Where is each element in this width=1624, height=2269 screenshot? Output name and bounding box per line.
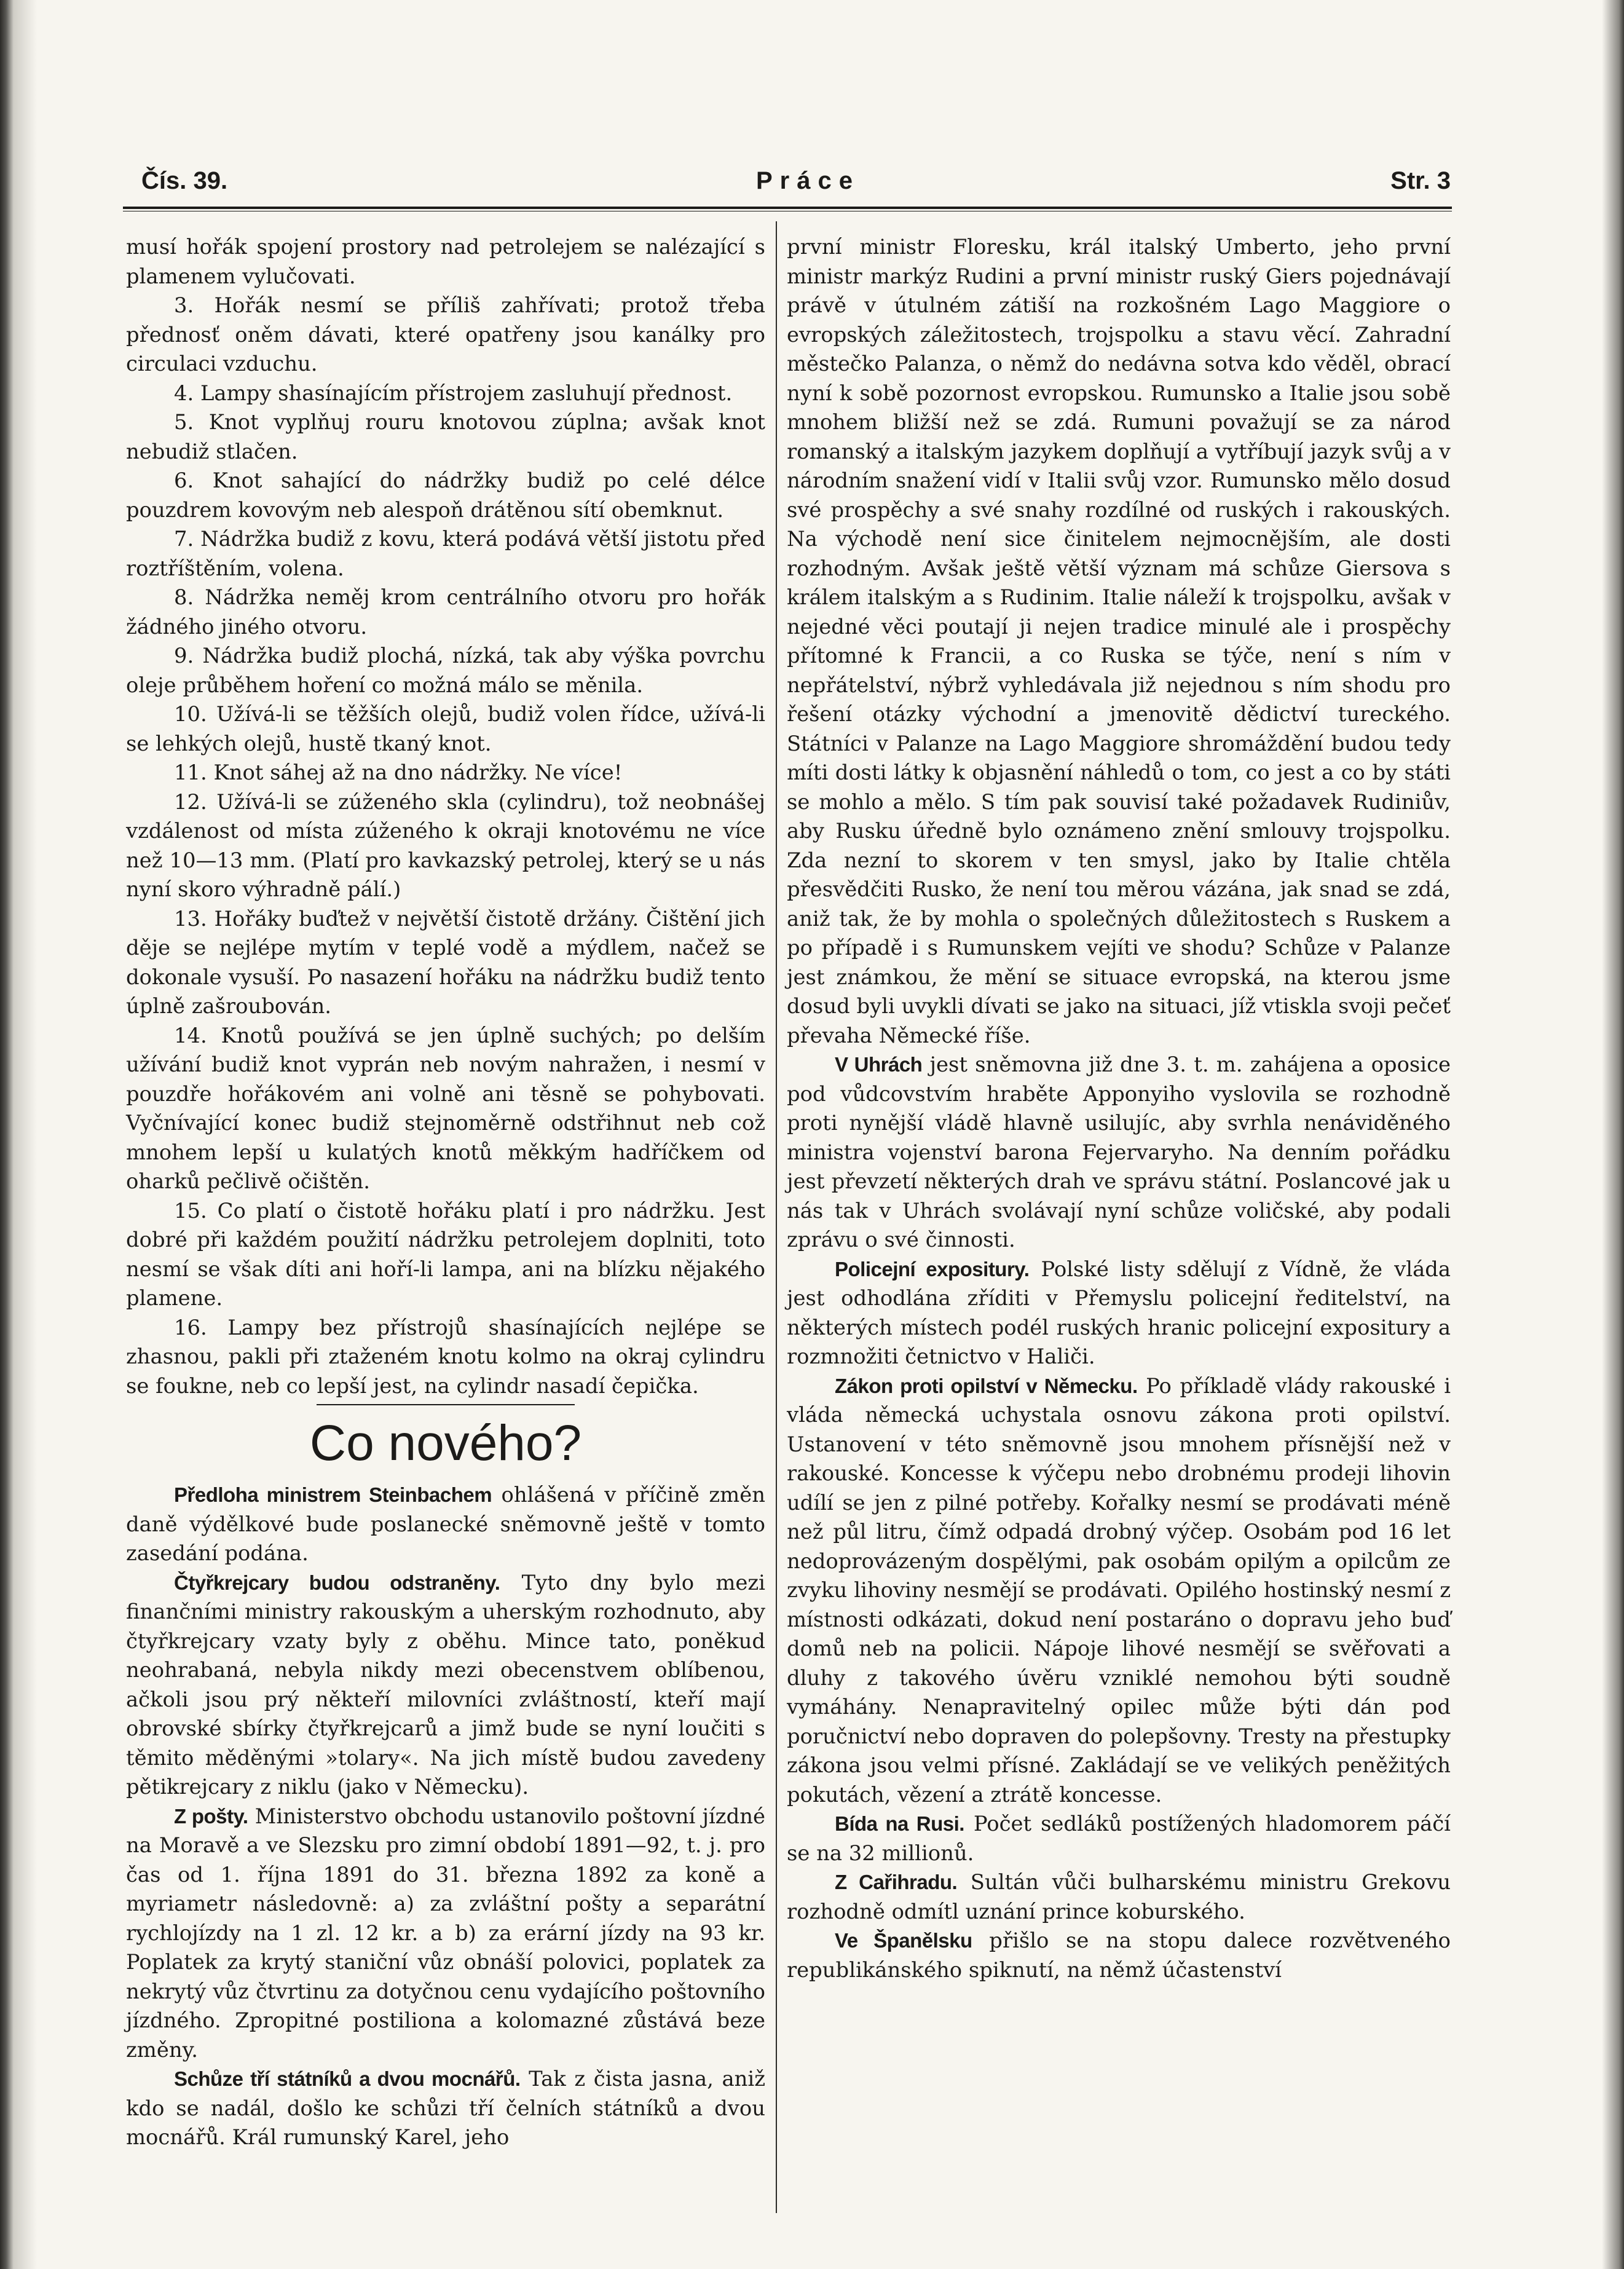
page-number: Str. 3	[1390, 167, 1451, 194]
news-text: ohlášená v příčině změn daně výdělkové bude poslanecké sněmovně ještě v tomto zasedání podána.	[126, 1483, 765, 1565]
lamp-rules-paragraph: 16. Lampy bez přístrojů shasínajících nejlépe se zhasnou, pakli při ztaženém knotu kolmo na okraj cylindru se foukne, neb co lepší jest, na cylindr nasadí čepička.	[126, 1315, 765, 1398]
news-text: Tyto dny bylo mezi finančními ministry rakouským a uherským rozhodnuto, aby čtyřkrejcary vzaty byly z oběhu. Mince tato, poněkud neohrabaná, nebyla nikdy mezi obecenstvem oblíbenou, ačkoli jsou prý někteří milovníci zvláštností, kteří mají obrovské sbírky čtyřkrejcarů a jimž bude se nyní loučiti s těmito měděnými »tolary«. Na jich místě budou zavedeny pětikrejcary z niklu (jako v Německu).	[126, 1570, 765, 1799]
lamp-rules-paragraph: 4. Lampy shasínajícím přístrojem zasluhují přednost.	[174, 381, 733, 405]
article-continuation: první ministr Floresku, král italský Umberto, jeho první ministr markýz Rudini a první ministr ruský Giers pojednávají právě v útulném zátiší na rozkošném Lago Maggiore o evropských záležitostech, trojspolku a stavu věcí. Zahradní městečko Palanza, o němž do nedávna sotva kdo věděl, obrací nyní k sobě pozornost evropskou. Rumunsko a Italie jsou sobě mnohem bližší než se zdá. Rumuni považují se za národ romanský a italským jazykem doplňují a vytříbují jazyk svůj a v národním snažení vidí v Italii svůj vzor. Rumunsko mělo dosud své prospěchy a své snahy rozdílné od ruských i rakouských. Na východě není sice činitelem nejmocnějším, ale dosti rozhodným. Avšak ještě větší význam má schůze Giersova s králem italským a s Rudinim. Italie náleží k trojspolku, avšak v nejedné věci poutají ji nejen tradice minulé ale i prospěchy přítomné k Francii, a co Ruska se týče, není s ním v nepřátelství, nýbrž vyhledávala již nejednou s ním shodu pro řešení otázky východní a jmenovitě dědictví tureckého. Státníci v Palanze na Lago Maggiore shromáždění budou tedy míti dosti látky k objasnění náhledů o tom, co jest a co by státi se mohlo a mělo. S tím pak souvisí také požadavek Rudiniův, aby Rusku úředně bylo oznámeno znění smlouvy trojspolku. Zda nezní to skorem v ten smysl, jako by Italie chtěla přesvědčiti Rusko, že není tou měrou vázána, jak snad se zdá, aniž tak, že by mohla o společných důležitostech s Ruskem a po případě i s Rumunskem vejíti ve shodu? Schůze v Palanze jest známkou, že mění se situace evropská, na kterou jsme dosud byli uvykli dívati se jako na situaci, jíž vtiskla svoji pečeť převaha Německé říše.	[787, 235, 1451, 1048]
news-item	[787, 1255, 1451, 1371]
lamp-rules-paragraph: 11. Knot sáhej až na dno nádržky. Ne více!	[174, 760, 623, 784]
news-headline: Zákon proti opilství v Německu.	[835, 1374, 1138, 1397]
section-heading-news: Co nového?	[309, 1415, 582, 1471]
news-item	[787, 1371, 1451, 1810]
news-text: Polské listy sdělují z Vídně, že vláda jest odhodlána zříditi v Přemyslu policejní ředitelství, na některých místech podél ruských hranic policejní expositury a rozmnožiti četnictvo v Haliči.	[787, 1257, 1451, 1368]
lamp-rules-paragraph: 13. Hořáky buďtež v největší čistotě držány. Čištění jich děje se nejlépe mytím v teplé vodě a mýdlem, načež se dokonale vysuší. Po nasazení hořáku na nádržku budiž tento úplně zašroubován.	[126, 906, 765, 1018]
news-headline: Čtyřkrejcary budou odstraněny.	[174, 1571, 500, 1594]
lamp-rules-paragraph: 5. Knot vyplňuj rouru knotovou zúplna; avšak knot nebudiž stlačen.	[126, 410, 765, 464]
news-text: Ministerstvo obchodu ustanovilo poštovní jízdné na Moravě a ve Slezsku pro zimní období 1891—92, t. j. pro čas od 1. října 1891 do 31. března 1892 za koně a myriametr následovně: a) za zvláštní pošty a separátní rychlojízdy na 1 zl. 12 kr. a b) za erární jízdy na 93 kr. Poplatek za krytý staniční vůz obnáší polovici, poplatek za nekrytý vůz čtvrtinu za dotyčnou cenu vydajícího poštovního jízdného. Zpropitné postiliona a kolomazné zůstává beze změny.	[126, 1804, 765, 2062]
news-headline: Policejní expositury.	[835, 1257, 1030, 1281]
news-headline: Ve Španělsku	[835, 1929, 972, 1952]
news-item	[126, 1480, 765, 1568]
section-divider	[317, 1404, 575, 1405]
left-column	[126, 232, 765, 2218]
lamp-rules-paragraph: 6. Knot sahající do nádržky budiž po celé délce pouzdrem kovovým neb alespoň drátěnou sítí obemknut.	[126, 468, 765, 522]
news-item	[787, 1809, 1451, 1868]
news-item	[787, 1050, 1451, 1255]
news-item	[787, 1926, 1451, 1984]
issue-number: Čís. 39.	[141, 167, 228, 194]
news-headline: Bída na Rusi.	[835, 1812, 964, 1835]
news-item	[787, 1868, 1451, 1926]
news-text: přišlo se na stopu dalece rozvětveného republikánského spiknutí, na němž účastenství	[787, 1928, 1451, 1982]
header-rule	[123, 207, 1452, 209]
lamp-rules-paragraph: 9. Nádržka budiž plochá, nízká, tak aby výška povrchu oleje průběhem hoření co možná málo se měnila.	[126, 644, 765, 697]
page-header	[141, 161, 1451, 204]
news-item	[126, 1802, 765, 2065]
right-column	[787, 232, 1451, 2218]
news-text: Tak z čista jasna, aniž kdo se nadál, došlo ke schůzi tří čelních státníků a dvou mocnářů. Král rumunský Karel, jeho	[126, 2067, 765, 2149]
column-divider	[776, 221, 777, 2213]
news-text: Počet sedláků postížených hladomorem páčí se na 32 millionů.	[787, 1812, 1451, 1865]
news-headline: V Uhrách	[835, 1053, 923, 1076]
news-headline: Z Cařihradu.	[835, 1871, 958, 1893]
lamp-rules-paragraph: 8. Nádržka neměj krom centrálního otvoru pro hořák žádného jiného otvoru.	[126, 585, 765, 639]
news-item	[126, 1568, 765, 1802]
news-text: Po příkladě vlády rakouské i vláda německá uchystala osnovu zákona proti opilství. Ustanovení v této sněmovně jsou mnohem přísnější než v rakouské. Koncesse k výčepu nebo drobnému prodeji lihovin udílí se jen z pilné potřeby. Kořalky nesmí se prodávati méně než půl litru, čímž odpadá drobný výčep. Osobám pod 16 let nedoprovázeným dospělými, pak osobám opilým a opilcům ze zvyku lihoviny nesmějí se prodávati. Opilého hostinský nesmí z místnosti odkázati, dokud není postaráno o dopravu jeho buď domů neb na policii. Nápoje lihové nesmějí se svěřovati a dluhy z takového úvěru vzniklé nemohou býti soudně vymáhány. Nenapravitelný opilec může býti dán pod poručnictví nebo dopraven do polepšovny. Tresty na přestupky zákona jsou velmi přísné. Zakládají se ve velikých peněžitých pokutách, vězení a ztrátě koncesse.	[787, 1373, 1451, 1807]
lamp-rules-paragraph: 12. Užívá-li se zúženého skla (cylindru), tož neobnášej vzdálenost od místa zúženého k okraji knotovému ne více než 10—13 mm. (Platí pro kavkazský petrolej, který se u nás nyní skoro výhradně pálí.)	[126, 789, 765, 901]
lamp-rules-paragraph: 15. Co platí o čistotě hořáku platí i pro nádržku. Jest dobré při každém použití nádržku petrolejem doplniti, toto nesmí se však díti ani hoří-li lampa, ani na blízku nějakého plamene.	[126, 1198, 765, 1310]
book-binding-edge-left	[0, 0, 43, 2269]
newspaper-title: Práce	[756, 167, 860, 194]
news-headline: Schůze tří státníků a dvou mocnářů.	[174, 2067, 521, 2090]
news-text: Sultán vůči bulharskému ministru Grekovu rozhodně odmítl uznání prince koburského.	[787, 1870, 1451, 1924]
lamp-rules-paragraph: 3. Hořák nesmí se příliš zahřívati; protož třeba přednosť oněm dávati, které opatřeny jsou kanálky pro circulaci vzduchu.	[126, 293, 765, 376]
news-headline: Z pošty.	[174, 1804, 248, 1828]
lamp-rules-paragraph: 7. Nádržka budiž z kovu, která podává větší jistotu před roztříštěním, volena.	[126, 527, 765, 580]
lamp-rules-paragraph: musí hořák spojení prostory nad petrolejem se nalézající s plamenem vylučovati.	[126, 235, 765, 288]
news-item	[126, 2064, 765, 2152]
news-text: jest sněmovna již dne 3. t. m. zahájena a oposice pod vůdcovstvím hraběte Apponyiho vyslovila se rozhodně proti nynější vládě hlavně usilujíc, aby svrhla nenáviděného ministra vojenství barona Fejervaryho. Na denním pořádku jest převzetí některých drah ve správu státní. Poslancové jak u nás tak v Uhrách svolávají nyní schůze voličské, aby podali zprávu o své činnosti.	[787, 1052, 1451, 1252]
book-binding-edge-right	[1599, 0, 1624, 2269]
news-headline: Předloha ministrem Steinbachem	[174, 1483, 492, 1506]
lamp-rules-paragraph: 10. Užívá-li se těžších olejů, budiž volen řídce, užívá-li se lehkých olejů, hustě tkaný knot.	[126, 702, 765, 756]
lamp-rules-paragraph: 14. Knotů používá se jen úplně suchých; po delším užívání budiž knot vyprán neb novým nahražen, i nesmí v pouzdře hořákovém ani volně ani těsně se pohybovati. Vyčnívající konec budiž stejnoměrně odstřihnut neb což mnohem lepší u kulatých knotů měkkým hadříčkem od oharků pečlivě očištěn.	[126, 1023, 765, 1193]
